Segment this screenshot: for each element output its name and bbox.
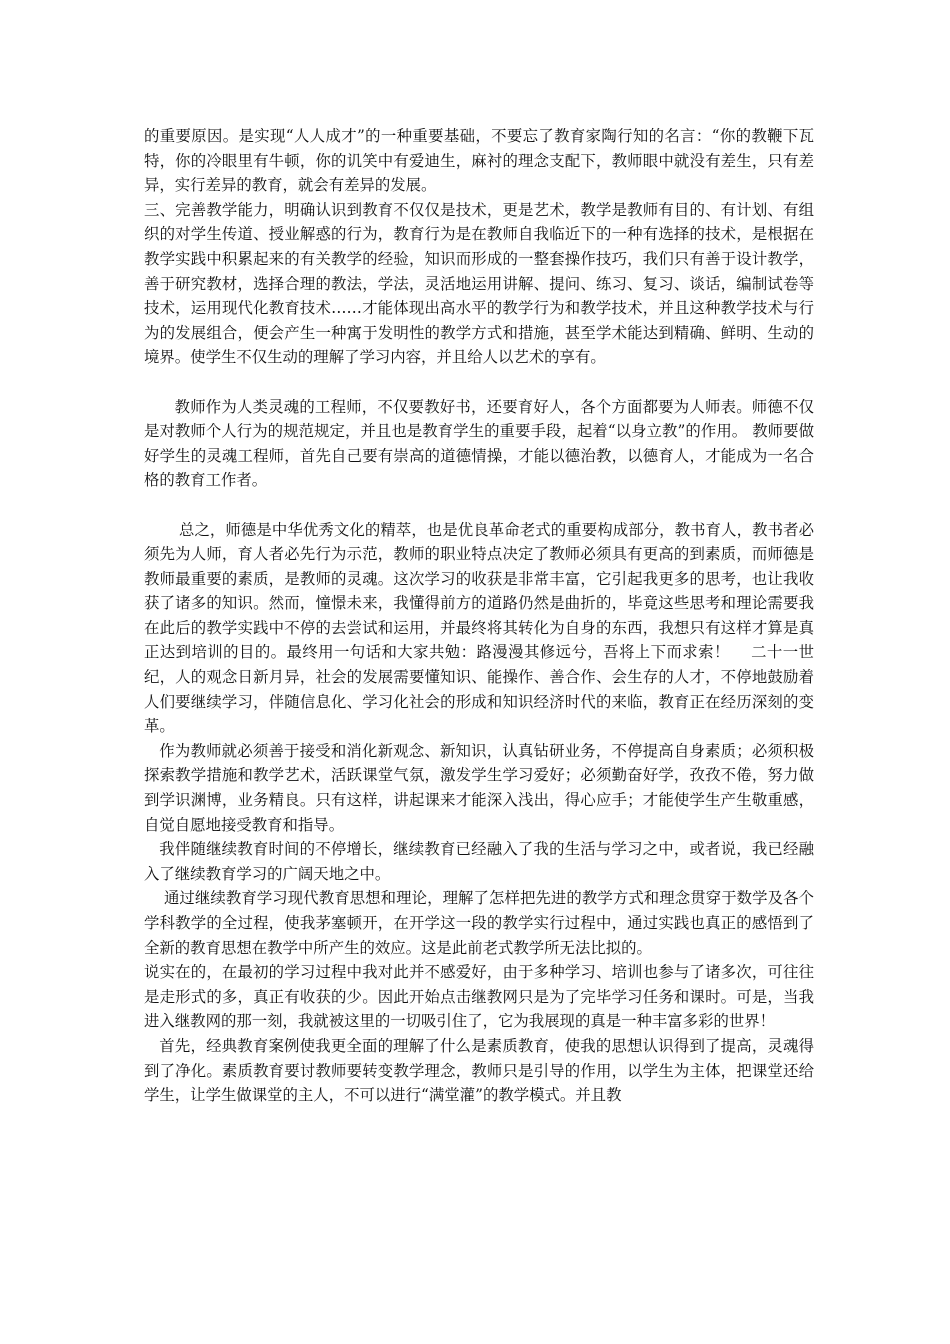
paragraph: 我伴随继续教育时间的不停增长，继续教育已经融入了我的生活与学习之中，或者说，我已经融入了继续教育学习的广阔天地之中。: [144, 840, 814, 883]
paragraph: 教师作为人类灵魂的工程师，不仅要教好书，还要育好人，各个方面都要为人师表。师德不仅是对教师个人行为的规范规定，并且也是教育学生的重要手段，起着“以身立教”的作用。 教师要做好学生的灵魂工程师，首先自己要有崇高的道德情操，才能以德治教，以德育人，才能成为一名合格的教育工作者。: [144, 397, 814, 490]
paragraph: 的重要原因。是实现“人人成才”的一种重要基础，不要忘了教育家陶行知的名言：“你的教鞭下瓦特，你的冷眼里有牛顿，你的讥笑中有爱迪生，麻衬的理念支配下，教师眼中就没有差生，只有差异，实行差异的教育，就会有差异的发展。: [144, 127, 814, 195]
paragraph: 三、完善教学能力，明确认识到教育不仅仅是技术，更是艺术，教学是教师有目的、有计划、有组织的对学生传道、授业解惑的行为，教育行为是在教师自我临近下的一种有选择的技术，是根据在教学实践中积累起来的有关教学的经验，知识而形成的一整套操作技巧，我们只有善于设计教学，善于研究教材，选择合理的教法，学法，灵活地运用讲解、提问、练习、复习、谈话，编制试卷等技术，运用现代化教育技术……才能体现出高水平的教学行为和教学技术，并且这种教学技术与行为的发展组合，便会产生一种寓于发明性的教学方式和措施，甚至学术能达到精确、鲜明、生动的境界。使学生不仅生动的理解了学习内容，并且给人以艺术的享有。: [144, 200, 814, 367]
paragraph-spacer: [144, 493, 814, 518]
paragraph-spacer: [144, 370, 814, 395]
paragraph: 通过继续教育学习现代教育思想和理论，理解了怎样把先进的教学方式和理念贯穿于数学及各个学科教学的全过程，使我茅塞顿开，在开学这一段的教学实行过程中，通过实践也真正的感悟到了全新的教育思想在教学中所产生的效应。这是此前老式教学所无法比拟的。: [144, 889, 814, 957]
paragraph: 作为教师就必须善于接受和消化新观念、新知识，认真钻研业务，不停提高自身素质；必须积极探索教学措施和教学艺术，活跃课堂气氛，激发学生学习爱好；必须勤奋好学，孜孜不倦，努力做到学识渊博，业务精良。只有这样，讲起课来才能深入浅出，得心应手；才能使学生产生敬重感，自觉自愿地接受教育和指导。: [144, 741, 814, 834]
paragraph: 首先，经典教育案例使我更全面的理解了什么是素质教育，使我的思想认识得到了提高，灵魂得到了净化。素质教育要讨教师要转变教学理念，教师只是引导的作用，以学生为主体，把课堂还给学生，让学生做课堂的主人，不可以进行“满堂灌”的教学模式。并且教: [144, 1036, 814, 1105]
paragraph: 总之，师德是中华优秀文化的精萃，也是优良革命老式的重要构成部分，教书育人，教书者必须先为人师，育人者必先行为示范，教师的职业特点决定了教师必须具有更高的到素质，而师德是教师最重要的素质，是教师的灵魂。这次学习的收获是非常丰富，它引起我更多的思考，也让我收获了诸多的知识。然而，憧憬未来，我懂得前方的道路仍然是曲折的，毕竟这些思考和理论需要我在此后的教学实践中不停的去尝试和运用，并最终将其转化为自身的东西，我想只有这样才算是真正达到培训的目的。最终用一句话和大家共勉：路漫漫其修远兮，吾将上下而求索！ 二十一世纪，人的观念日新月异，社会的发展需要懂知识、能操作、善合作、会生存的人才，不停地鼓励着人们要继续学习，伴随信息化、学习化社会的形成和知识经济时代的来临，教育正在经历深刻的变革。: [144, 520, 814, 736]
paragraph: 说实在的，在最初的学习过程中我对此并不感爱好，由于多种学习、培训也参与了诸多次，可往往是走形式的多，真正有收获的少。因此开始点击继教网只是为了完毕学习任务和课时。可是，当我进入继教网的那一刻，我就被这里的一切吸引住了，它为我展现的真是一种丰富多彩的世界！: [144, 963, 814, 1031]
body-text: [144, 124, 814, 1108]
